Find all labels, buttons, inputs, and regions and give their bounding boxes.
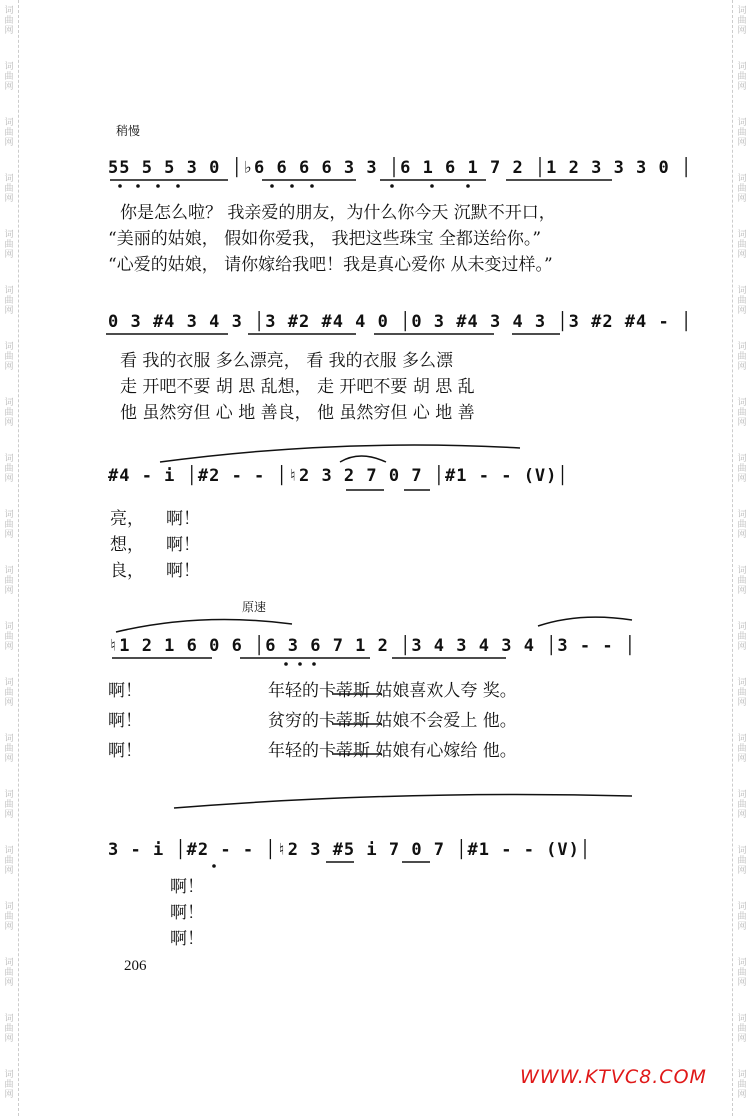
slur: [538, 617, 632, 626]
margin-watermark-glyph: 词 曲 网: [4, 118, 14, 148]
margin-watermark-glyph: 词 曲 网: [737, 846, 747, 876]
octave-dot: [310, 184, 314, 188]
margin-watermark-glyph: 词 曲 网: [737, 902, 747, 932]
margin-watermark-glyph: 词 曲 网: [737, 1014, 747, 1044]
margin-watermark-glyph: 词 曲 网: [4, 622, 14, 652]
slur: [116, 620, 292, 633]
score-line-3: #4 - i │#2 - - │♮2 3 2 7 0 7 │#1 - - (V)│: [108, 466, 569, 486]
lyric-ah: 啊！: [108, 741, 142, 761]
margin-watermark-glyph: 词 曲 网: [4, 6, 14, 36]
octave-dot: [156, 184, 160, 188]
lyric-ah: 啊！: [108, 711, 142, 731]
lyric-line: 想，: [110, 535, 144, 555]
margin-watermark-glyph: 词 曲 网: [737, 566, 747, 596]
margin-watermark-glyph: 词 曲 网: [4, 790, 14, 820]
octave-dot: [430, 184, 434, 188]
octave-dot: [290, 184, 294, 188]
slur: [174, 795, 632, 809]
margin-watermark-glyph: 词 曲 网: [4, 342, 14, 372]
margin-watermark-glyph: 词 曲 网: [737, 230, 747, 260]
margin-watermark-glyph: 词 曲 网: [4, 902, 14, 932]
margin-watermark-glyph: 词 曲 网: [4, 174, 14, 204]
margin-watermark-glyph: 词 曲 网: [737, 342, 747, 372]
lyric-line: “心爱的姑娘， 请你嫁给我吧！我是真心爱你 从未变过样。”: [108, 255, 553, 275]
octave-dot: [270, 184, 274, 188]
margin-watermark-glyph: 词 曲 网: [737, 62, 747, 92]
margin-watermark-glyph: 词 曲 网: [4, 846, 14, 876]
score-line-4: ♮1 2 1 6 0 6 │6 3 6 7 1 2 │3 4 3 4 3 4 │3 - - │: [108, 636, 637, 656]
score-line-2: 0 3 #4 3 4 3 │3 #2 #4 4 0 │0 3 #4 3 4 3 │3 #2 #4 - │: [108, 312, 693, 332]
margin-watermark-glyph: 词 曲 网: [737, 398, 747, 428]
margin-watermark-glyph: 词 曲 网: [737, 174, 747, 204]
slur: [160, 445, 520, 462]
margin-watermark-glyph: 词 曲 网: [4, 734, 14, 764]
margin-watermark-glyph: 词 曲 网: [737, 622, 747, 652]
margin-watermark-glyph: 词 曲 网: [737, 678, 747, 708]
margin-watermark-glyph: 词 曲 网: [737, 510, 747, 540]
margin-watermark-glyph: 词 曲 网: [737, 6, 747, 36]
margin-watermark-glyph: 词 曲 网: [4, 454, 14, 484]
lyric-line: 亮，: [110, 509, 144, 529]
lyric-line: 良，: [110, 561, 144, 581]
octave-dot: [212, 864, 216, 868]
lyric-line: 年轻的卡蒂斯 姑娘有心嫁给 他。: [268, 741, 517, 761]
margin-watermark-glyph: 词 曲 网: [4, 398, 14, 428]
slur: [340, 456, 386, 462]
octave-dot: [298, 662, 302, 666]
lyric-line: 走 开吧不要 胡 思 乱想， 走 开吧不要 胡 思 乱: [120, 377, 475, 397]
margin-watermark-glyph: 词 曲 网: [4, 62, 14, 92]
lyric-underline: [332, 694, 382, 754]
octave-dot: [466, 184, 470, 188]
lyric-line: 看 我的衣服 多么漂亮， 看 我的衣服 多么漂: [120, 351, 454, 371]
lyric-line: 贫穷的卡蒂斯 姑娘不会爱上 他。: [268, 711, 517, 731]
margin-watermark-glyph: 词 曲 网: [4, 678, 14, 708]
margin-watermark-glyph: 词 曲 网: [4, 286, 14, 316]
margin-watermark-glyph: 词 曲 网: [737, 790, 747, 820]
tempo-slow: 稍慢: [116, 124, 141, 138]
tempo-original: 原速: [242, 600, 267, 614]
octave-dot: [312, 662, 316, 666]
margin-watermark-glyph: 词 曲 网: [4, 1014, 14, 1044]
lyric-ah: 啊！: [108, 681, 142, 701]
margin-watermark-glyph: 词 曲 网: [737, 454, 747, 484]
lyric-line: “美丽的姑娘， 假如你爱我， 我把这些珠宝 全都送给你。”: [108, 229, 542, 249]
margin-watermark-glyph: 词 曲 网: [737, 734, 747, 764]
lyric-ah: 啊！: [170, 929, 204, 949]
lyric-ah: 啊！: [166, 561, 200, 581]
score-line-1: 55 5 5 3 0 │♭6 6 6 6 3 3 │6 1 6 1 7 2 │1 2 3 3 3 0 │: [108, 158, 693, 178]
lyric-line: 他 虽然穷但 心 地 善良， 他 虽然穷但 心 地 善: [120, 403, 475, 423]
octave-dot: [390, 184, 394, 188]
lyric-ah: 啊！: [170, 903, 204, 923]
margin-watermark-glyph: 词 曲 网: [737, 118, 747, 148]
margin-watermark-glyph: 词 曲 网: [737, 1070, 747, 1100]
lyric-line: 年轻的卡蒂斯 姑娘喜欢人夸 奖。: [268, 681, 517, 701]
octave-dot: [176, 184, 180, 188]
lyric-line: 你是怎么啦？ 我亲爱的朋友，为什么你今天 沉默不开口，: [120, 203, 556, 223]
page-number: 206: [124, 958, 147, 974]
margin-watermark-glyph: 词 曲 网: [4, 958, 14, 988]
octave-dot: [136, 184, 140, 188]
lyric-ah: 啊！: [166, 535, 200, 555]
octave-dot: [284, 662, 288, 666]
octave-dot: [118, 184, 122, 188]
site-url-watermark: WWW.KTVC8.COM: [520, 1066, 707, 1088]
lyric-ah: 啊！: [170, 877, 204, 897]
margin-watermark-glyph: 词 曲 网: [737, 286, 747, 316]
margin-watermark-glyph: 词 曲 网: [737, 958, 747, 988]
margin-watermark-glyph: 词 曲 网: [4, 1070, 14, 1100]
lyric-ah: 啊！: [166, 509, 200, 529]
margin-watermark-glyph: 词 曲 网: [4, 566, 14, 596]
margin-watermark-glyph: 词 曲 网: [4, 510, 14, 540]
margin-watermark-glyph: 词 曲 网: [4, 230, 14, 260]
score-line-5: 3 - i │#2 - - │♮2 3 #5 i 7 0 7 │#1 - - (V)│: [108, 840, 592, 860]
